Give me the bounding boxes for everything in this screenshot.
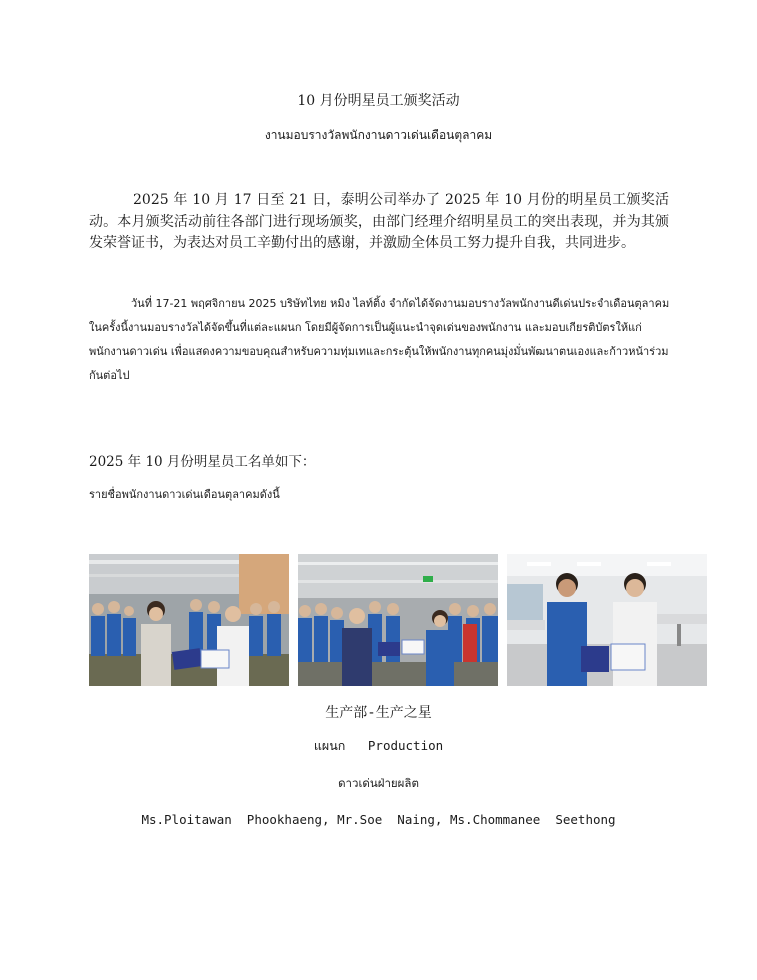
department-star-th: ดาวเด่นฝ่ายผลิต — [338, 776, 419, 790]
award-ceremony-photo-1 — [89, 554, 289, 686]
award-ceremony-photo-2 — [298, 554, 498, 686]
list-heading-cn: 2025 年 10 月份明星员工名单如下： — [89, 454, 316, 470]
department-label-en: Production — [367, 738, 444, 753]
page-title-cn: 10 月份明星员工颁奖活动 — [297, 93, 460, 109]
list-heading-th: รายชื่อพนักงานดาวเด่นเดือนตุลาคมดังนี้ — [89, 488, 280, 501]
department-label-th: แผนก — [313, 738, 346, 753]
winner-names: Ms.Ploitawan Phookhaeng, Mr.Soe Naing, Ms.Chommanee Seethong — [141, 812, 616, 827]
paragraph-cn: 2025 年 10 月 17 日至 21 日，泰明公司举办了 2025 年 10 月份的明星员工颁奖活动。本月颁奖活动前往各部门进行现场颁奖，由部门经理介绍明星员工的突出表现，并为其颁发荣誉证书，为表达对员工辛勤付出的感谢，并激励全体员工努力提升自我，共同进步。 — [89, 192, 669, 251]
award-ceremony-photo-3 — [507, 554, 707, 686]
department-label-row — [0, 736, 757, 756]
page-title-th: งานมอบรางวัลพนักงานดาวเด่นเดือนตุลาคม — [264, 128, 493, 142]
department-title-cn: 生产部-生产之星 — [325, 705, 432, 721]
paragraph-th: วันที่ 17-21 พฤศจิกายน 2025 บริษัทไทย หมิง ไลท์ติ้ง จำกัดได้จัดงานมอบรางวัลพนักงานดีเด่นประจำเดือนตุลาคม ในครั้งนี้งานมอบรางวัลได้จัดขึ้นที่แต่ละแผนก โดยมีผู้จัดการเป็นผู้แนะนำจุดเด่นของพนักงาน และมอบเกียรติบัตรให้แก่พนักงานดาวเด่น เพื่อแสดงความขอบคุณสำหรับความทุ่มเทและกระตุ้นให้พนักงานทุกคนมุ่งมั่นพัฒนาตนเองและก้าวหน้าร่วมกันต่อไป — [89, 297, 670, 382]
